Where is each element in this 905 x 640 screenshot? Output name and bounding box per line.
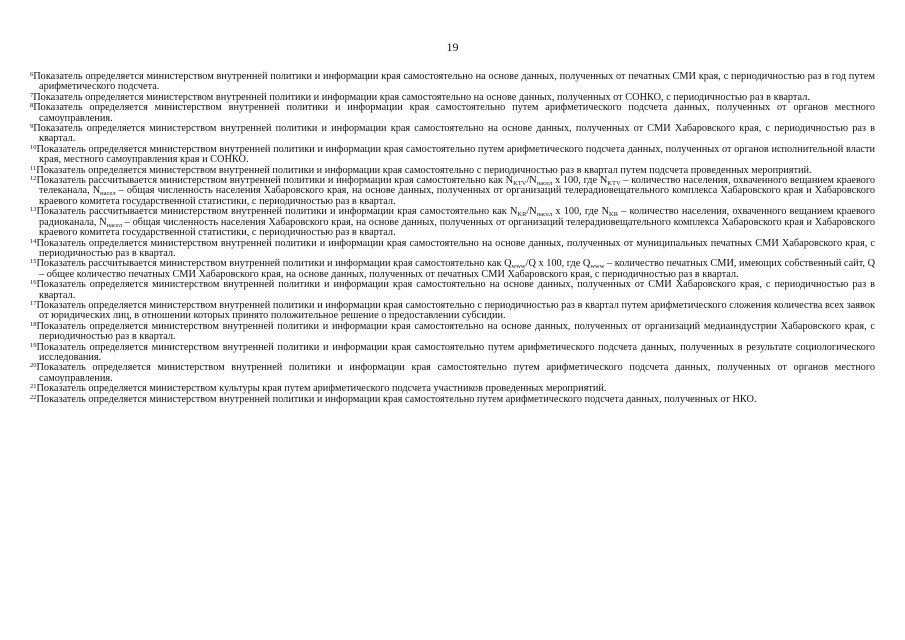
formula-subscript: KTV <box>607 180 621 188</box>
formula-subscript: www <box>590 263 605 271</box>
footnote-text: Показатель определяется министерством внутренней политики и информации края самостоятельно с периодичностью раз в квартал путем арифметического сложения количества всех заявок от юридических лиц, в отношении которых принято положительное решение о предоставлении субсидии. <box>36 299 875 322</box>
footnote-16 <box>30 280 875 301</box>
formula-subscript: насел <box>536 211 553 219</box>
footnote-text: Показатель определяется министерством внутренней политики и информации края самостоятельно путем арифметического подсчета данных, полученных от органов местного самоуправления. <box>36 362 875 384</box>
footnote-text-c: – количество печатных СМИ, имеющих собственный сайт, Q – общее количество печатных СМИ Хабаровского края, на основе данных, полученных от печатных СМИ Хабаровского края, с периодичностью раз в квартал. <box>39 258 876 280</box>
footnote-10 <box>30 145 875 166</box>
footnote-marker: 14 <box>30 237 37 245</box>
formula-subscript: KTV <box>513 180 527 188</box>
footnote-marker: 22 <box>30 393 37 401</box>
footnote-marker: 7 <box>30 91 34 99</box>
footnotes-list <box>30 72 875 405</box>
footnote-text: Показатель определяется министерством культуры края путем арифметического подсчета участников проведенных мероприятий. <box>36 383 607 395</box>
formula-subscript: насел <box>100 190 116 198</box>
footnote-marker: 18 <box>30 320 37 328</box>
footnote-marker: 16 <box>30 279 37 287</box>
footnote-marker: 21 <box>30 383 37 391</box>
footnote-text: Показатель определяется министерством внутренней политики и информации края самостоятельно на основе данных, полученных от СМИ Хабаровского края, с периодичностью раз в квартал. <box>33 123 875 145</box>
footnote-text: Показатель определяется министерством внутренней политики и информации края самостоятельно путем арифметического подсчета данных, полученных от НКО. <box>36 393 757 405</box>
footnote-marker: 19 <box>30 341 37 349</box>
footnote-text-e: – общая численность населения Хабаровского края, на основе данных, полученных от организаций телерадиовещательного комплекса Хабаровского края и Хабаровского краевого комитета государственной статистики, с периодичностью раз в квартал. <box>39 185 875 207</box>
footnote-marker: 12 <box>30 175 37 183</box>
footnote-14 <box>30 239 875 260</box>
footnote-text-a: Показатель рассчитывается министерством внутренней политики и информации края самостоятельно как Q <box>36 258 512 270</box>
footnote-text-a: Показатель рассчитывается министерством внутренней политики и информации края самостоятельно как N <box>36 175 514 187</box>
footnote-marker: 6 <box>30 71 34 78</box>
footnote-13 <box>30 207 875 238</box>
footnote-text-b: /N <box>526 206 537 218</box>
footnote-19 <box>30 343 875 364</box>
formula-subscript: насел <box>536 180 553 188</box>
footnote-marker: 17 <box>30 299 37 307</box>
footnote-text: Показатель определяется министерством внутренней политики и информации края самостоятельно путем арифметического подсчета данных, полученных от органов местного самоуправления. <box>33 102 875 124</box>
footnote-marker: 15 <box>30 258 37 266</box>
footnote-text-c: x 100, где N <box>552 175 608 187</box>
formula-subscript: насел <box>106 221 123 229</box>
footnote-6 <box>30 72 875 93</box>
footnote-text: Показатель определяется министерством внутренней политики и информации края самостоятельно путем арифметического подсчета данных, полученных от органов исполнительной власти края, местного самоуправления края и СОНКО. <box>36 143 875 166</box>
footnote-text-b: /N <box>526 175 537 187</box>
footnote-marker: 9 <box>30 123 34 131</box>
footnote-20 <box>30 363 875 384</box>
formula-subscript: KR <box>517 211 527 219</box>
footnote-marker: 20 <box>30 362 37 370</box>
footnote-text: Показатель определяется министерством внутренней политики и информации края самостоятельно на основе данных, полученных от СМИ Хабаровского края, с периодичностью раз в квартал. <box>36 279 875 301</box>
footnote-text-d: – количество населения, охваченного вещанием краевого телеканала, N <box>39 175 876 197</box>
footnote-text: Показатель определяется министерством внутренней политики и информации края самостоятельно на основе данных, полученных от печатных СМИ края, с периодичностью раз в год путем арифметического подсчета. <box>33 71 875 93</box>
footnote-15 <box>30 259 875 280</box>
page-number: 19 <box>446 40 459 54</box>
footnote-marker: 11 <box>30 164 37 172</box>
footnote-text: Показатель определяется министерством внутренней политики и информации края самостоятельно на основе данных, полученных от СОНКО, с периодичностью раз в квартал. <box>33 91 810 103</box>
footnote-8 <box>30 103 875 124</box>
footnote-marker: 8 <box>30 102 34 110</box>
footnote-marker: 13 <box>30 206 37 214</box>
footnote-marker: 10 <box>30 143 37 151</box>
formula-subscript: www <box>511 263 526 271</box>
footnote-text-d: – количество населения, охваченного вещанием краевого радиоканала, N <box>39 206 876 228</box>
footnote-12 <box>30 176 875 207</box>
footnote-text: Показатель определяется министерством внутренней политики и информации края самостоятельно путем арифметического подсчета данных, полученных в результате социологического исследования. <box>36 341 875 363</box>
formula-subscript: KR <box>609 211 619 219</box>
footnote-text: Показатель определяется министерством внутренней политики и информации края самостоятельно с периодичностью раз в квартал путем подсчета проведенных мероприятий. <box>36 164 812 176</box>
footnote-text: Показатель определяется министерством внутренней политики и информации края самостоятельно на основе данных, полученных от муниципальных печатных СМИ Хабаровского края, с периодичностью раз в квартал. <box>36 237 875 259</box>
footnote-22 <box>30 395 875 405</box>
footnote-17 <box>30 301 875 322</box>
footnote-text-e: – общая численность населения Хабаровского края, на основе данных, полученных от организаций телерадиовещательного комплекса Хабаровского края и Хабаровского краевого комитета государственной статистики, с периодичностью раз в квартал. <box>39 216 875 239</box>
footnote-9 <box>30 124 875 145</box>
footnote-text-c: x 100, где N <box>552 206 610 218</box>
footnote-18 <box>30 322 875 343</box>
footnote-text-b: /Q x 100, где Q <box>525 258 591 270</box>
footnote-text-a: Показатель рассчитывается министерством внутренней политики и информации края самостоятельно как N <box>36 206 518 218</box>
footnote-text: Показатель определяется министерством внутренней политики и информации края самостоятельно на основе данных, полученных от организаций медиаиндустрии Хабаровского края, с периодичностью раз в квартал. <box>36 320 875 343</box>
